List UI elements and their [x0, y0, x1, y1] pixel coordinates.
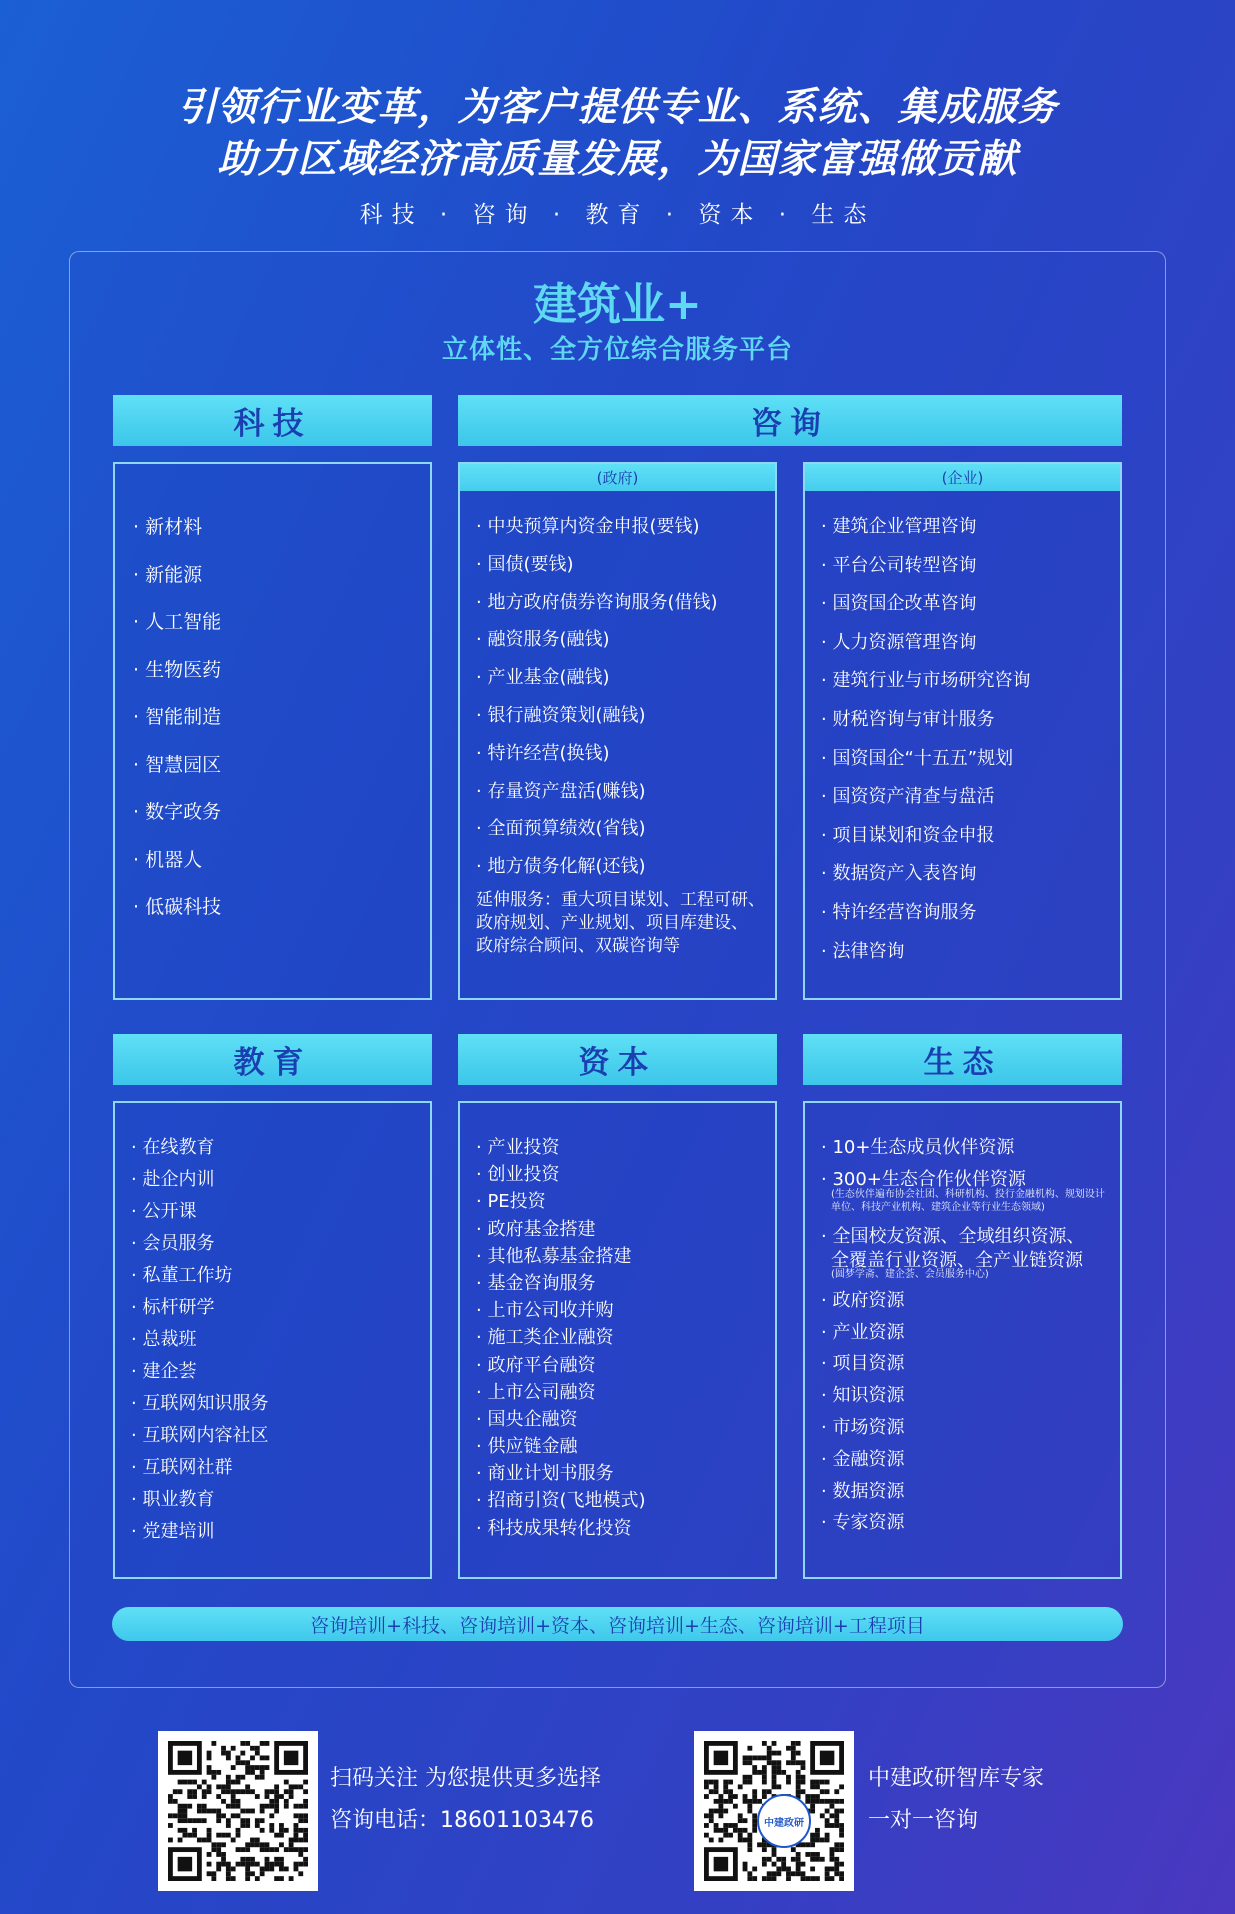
list-item: · 党建培训 [131, 1521, 215, 1542]
capital-box [458, 1101, 777, 1579]
list-item: · 地方债务化解(还钱) [476, 856, 646, 878]
ecology-list [821, 1133, 1113, 1540]
list-item: · 智慧园区 [133, 753, 222, 776]
consult-header: 咨询 [458, 395, 1122, 446]
list-item: · 商业计划书服务 [476, 1463, 614, 1485]
list-item: · 政府平台融资 [476, 1354, 596, 1376]
gov-list [476, 512, 718, 890]
list-item: · 专家资源 [821, 1512, 905, 1534]
education-box [113, 1101, 432, 1579]
ecology-note: (生态伙伴遍布协会社团、科研机构、投行金融机构、规划设计单位、科技产业机构、建筑企业等行业生态领域) [831, 1188, 1105, 1213]
list-item: · 国债(要钱) [476, 553, 574, 575]
slogan-line-2: 助力区域经济高质量发展，为国家富强做贡献 [217, 137, 1018, 182]
consult-ent-box [803, 462, 1122, 1000]
list-item: · 总裁班 [131, 1329, 197, 1350]
list-item: · 在线教育 [131, 1137, 215, 1158]
list-item: · 数字政务 [133, 801, 222, 823]
list-item-continued: 全覆盖行业资源、全产业链资源 [831, 1249, 1083, 1271]
list-item: · 其他私募基金搭建 [476, 1245, 632, 1267]
slogan-line-1: 引领行业变革，为客户提供专业、系统、集成服务 [177, 85, 1058, 130]
capital-header: 资本 [458, 1034, 777, 1085]
list-item: · 金融资源 [821, 1448, 905, 1470]
list-item: · 数据资产入表咨询 [821, 863, 977, 885]
education-list [131, 1133, 268, 1549]
follow-text: 扫码关注 为您提供更多选择 [330, 1766, 601, 1791]
qr-code-right[interactable] [694, 1731, 854, 1891]
ecology-note: (圆梦学斋、建企荟、会员服务中心) [831, 1268, 989, 1280]
list-item: · 产业资源 [821, 1321, 905, 1343]
list-item: · 融资服务(融钱) [476, 629, 610, 651]
list-item: · 上市公司收并购 [476, 1300, 614, 1322]
list-item: · 智能制造 [133, 706, 222, 728]
list-item: · 新材料 [133, 516, 203, 538]
list-item: · 全国校友资源、全域组织资源、 [821, 1225, 1085, 1247]
list-item: · 中央预算内资金申报(要钱) [476, 516, 700, 537]
list-item: · 供应链金融 [476, 1436, 578, 1458]
tech-box [113, 462, 432, 1000]
extension-line: 政府综合顾问、双碳咨询等 [476, 936, 680, 956]
list-item: · 市场资源 [821, 1416, 905, 1438]
platform-title: 建筑业+ [533, 279, 702, 330]
footer-left-text [330, 1758, 601, 1842]
ent-tag: (企业) [805, 464, 1120, 491]
ecology-box [803, 1101, 1122, 1579]
capital-list [476, 1133, 646, 1541]
expert-text: 中建政研智库专家 [868, 1766, 1045, 1791]
tech-header: 科技 [113, 395, 432, 446]
list-item: · 新能源 [133, 563, 203, 586]
list-item: · 产业投资 [476, 1137, 560, 1158]
combined-services-bar: 咨询培训+科技、咨询培训+资本、咨询培训+生态、咨询培训+工程项目 [112, 1607, 1123, 1641]
pillars-tagline: 科技 · 咨询 · 教育 · 资本 · 生态 [359, 202, 876, 228]
list-item: · 特许经营咨询服务 [821, 901, 977, 923]
extension-line: 政府规划、产业规划、项目库建设、 [476, 913, 748, 933]
list-item: · 建筑企业管理咨询 [821, 516, 977, 537]
education-header: 教育 [113, 1034, 432, 1085]
list-item: · 人力资源管理咨询 [821, 631, 977, 653]
list-item: · 创业投资 [476, 1164, 560, 1186]
list-item: · 人工智能 [133, 611, 222, 633]
list-item: · 项目资源 [821, 1353, 905, 1375]
qr-code-left[interactable] [158, 1731, 318, 1891]
list-item: · 私董工作坊 [131, 1265, 233, 1286]
list-item: · 国资国企“十五五”规划 [821, 747, 1014, 769]
list-item: · 国资资产清查与盘活 [821, 786, 995, 808]
list-item: · 公开课 [131, 1201, 197, 1222]
list-item: · 10+生态成员伙伴资源 [821, 1137, 1015, 1158]
tech-list [133, 512, 221, 940]
list-item: · 互联网知识服务 [131, 1393, 269, 1414]
gov-extension [476, 889, 765, 958]
list-item: · 特许经营(换钱) [476, 742, 610, 764]
consult-gov-box [458, 462, 777, 1000]
list-item: · 建企荟 [131, 1361, 197, 1382]
list-item: · 互联网社群 [131, 1457, 233, 1478]
platform-subtitle: 立体性、全方位综合服务平台 [441, 335, 793, 365]
qr-logo: 中建政研 [757, 1794, 811, 1848]
list-item: · 互联网内容社区 [131, 1425, 269, 1446]
list-item: · 施工类企业融资 [476, 1327, 614, 1349]
list-item: · 国央企融资 [476, 1408, 578, 1430]
list-item: · PE投资 [476, 1191, 546, 1213]
list-item: · 政府资源 [821, 1289, 905, 1311]
list-item: · 国资国企改革咨询 [821, 593, 977, 615]
list-item: · 项目谋划和资金申报 [821, 824, 995, 846]
list-item: · 基金咨询服务 [476, 1272, 596, 1294]
list-item: · 产业基金(融钱) [476, 667, 610, 689]
list-item: · 300+生态合作伙伴资源 [821, 1168, 1026, 1190]
list-item: · 财税咨询与审计服务 [821, 708, 995, 730]
ent-list [821, 512, 1030, 975]
list-item: · 生物医药 [133, 658, 222, 681]
list-item: · 标杆研学 [131, 1297, 215, 1318]
list-item: · 会员服务 [131, 1233, 215, 1254]
footer-right-text [868, 1758, 1044, 1842]
list-item: · 招商引资(飞地模式) [476, 1490, 646, 1512]
list-item: · 地方政府债券咨询服务(借钱) [476, 591, 718, 613]
list-item: · 上市公司融资 [476, 1381, 596, 1403]
ecology-header: 生态 [803, 1034, 1122, 1085]
list-item: · 法律咨询 [821, 940, 905, 962]
list-item: · 赴企内训 [131, 1169, 215, 1190]
list-item: · 职业教育 [131, 1489, 215, 1510]
list-item: · 平台公司转型咨询 [821, 554, 977, 576]
list-item: · 政府基金搭建 [476, 1218, 596, 1240]
list-item: · 全面预算绩效(省钱) [476, 818, 646, 840]
list-item: · 银行融资策划(融钱) [476, 704, 646, 726]
list-item: · 建筑行业与市场研究咨询 [821, 670, 1031, 692]
list-item: · 机器人 [133, 848, 203, 871]
extension-line: 延伸服务：重大项目谋划、工程可研、 [476, 890, 765, 910]
phone-text: 咨询电话：18601103476 [330, 1808, 594, 1833]
consult-text: 一对一咨询 [868, 1808, 979, 1833]
qr-code-icon [168, 1741, 308, 1881]
list-item: · 数据资源 [821, 1480, 905, 1502]
list-item: · 存量资产盘活(赚钱) [476, 780, 646, 802]
list-item: · 科技成果转化投资 [476, 1517, 632, 1539]
list-item: · 低碳科技 [133, 896, 222, 918]
gov-tag: (政府) [460, 464, 775, 491]
list-item: · 知识资源 [821, 1385, 905, 1407]
